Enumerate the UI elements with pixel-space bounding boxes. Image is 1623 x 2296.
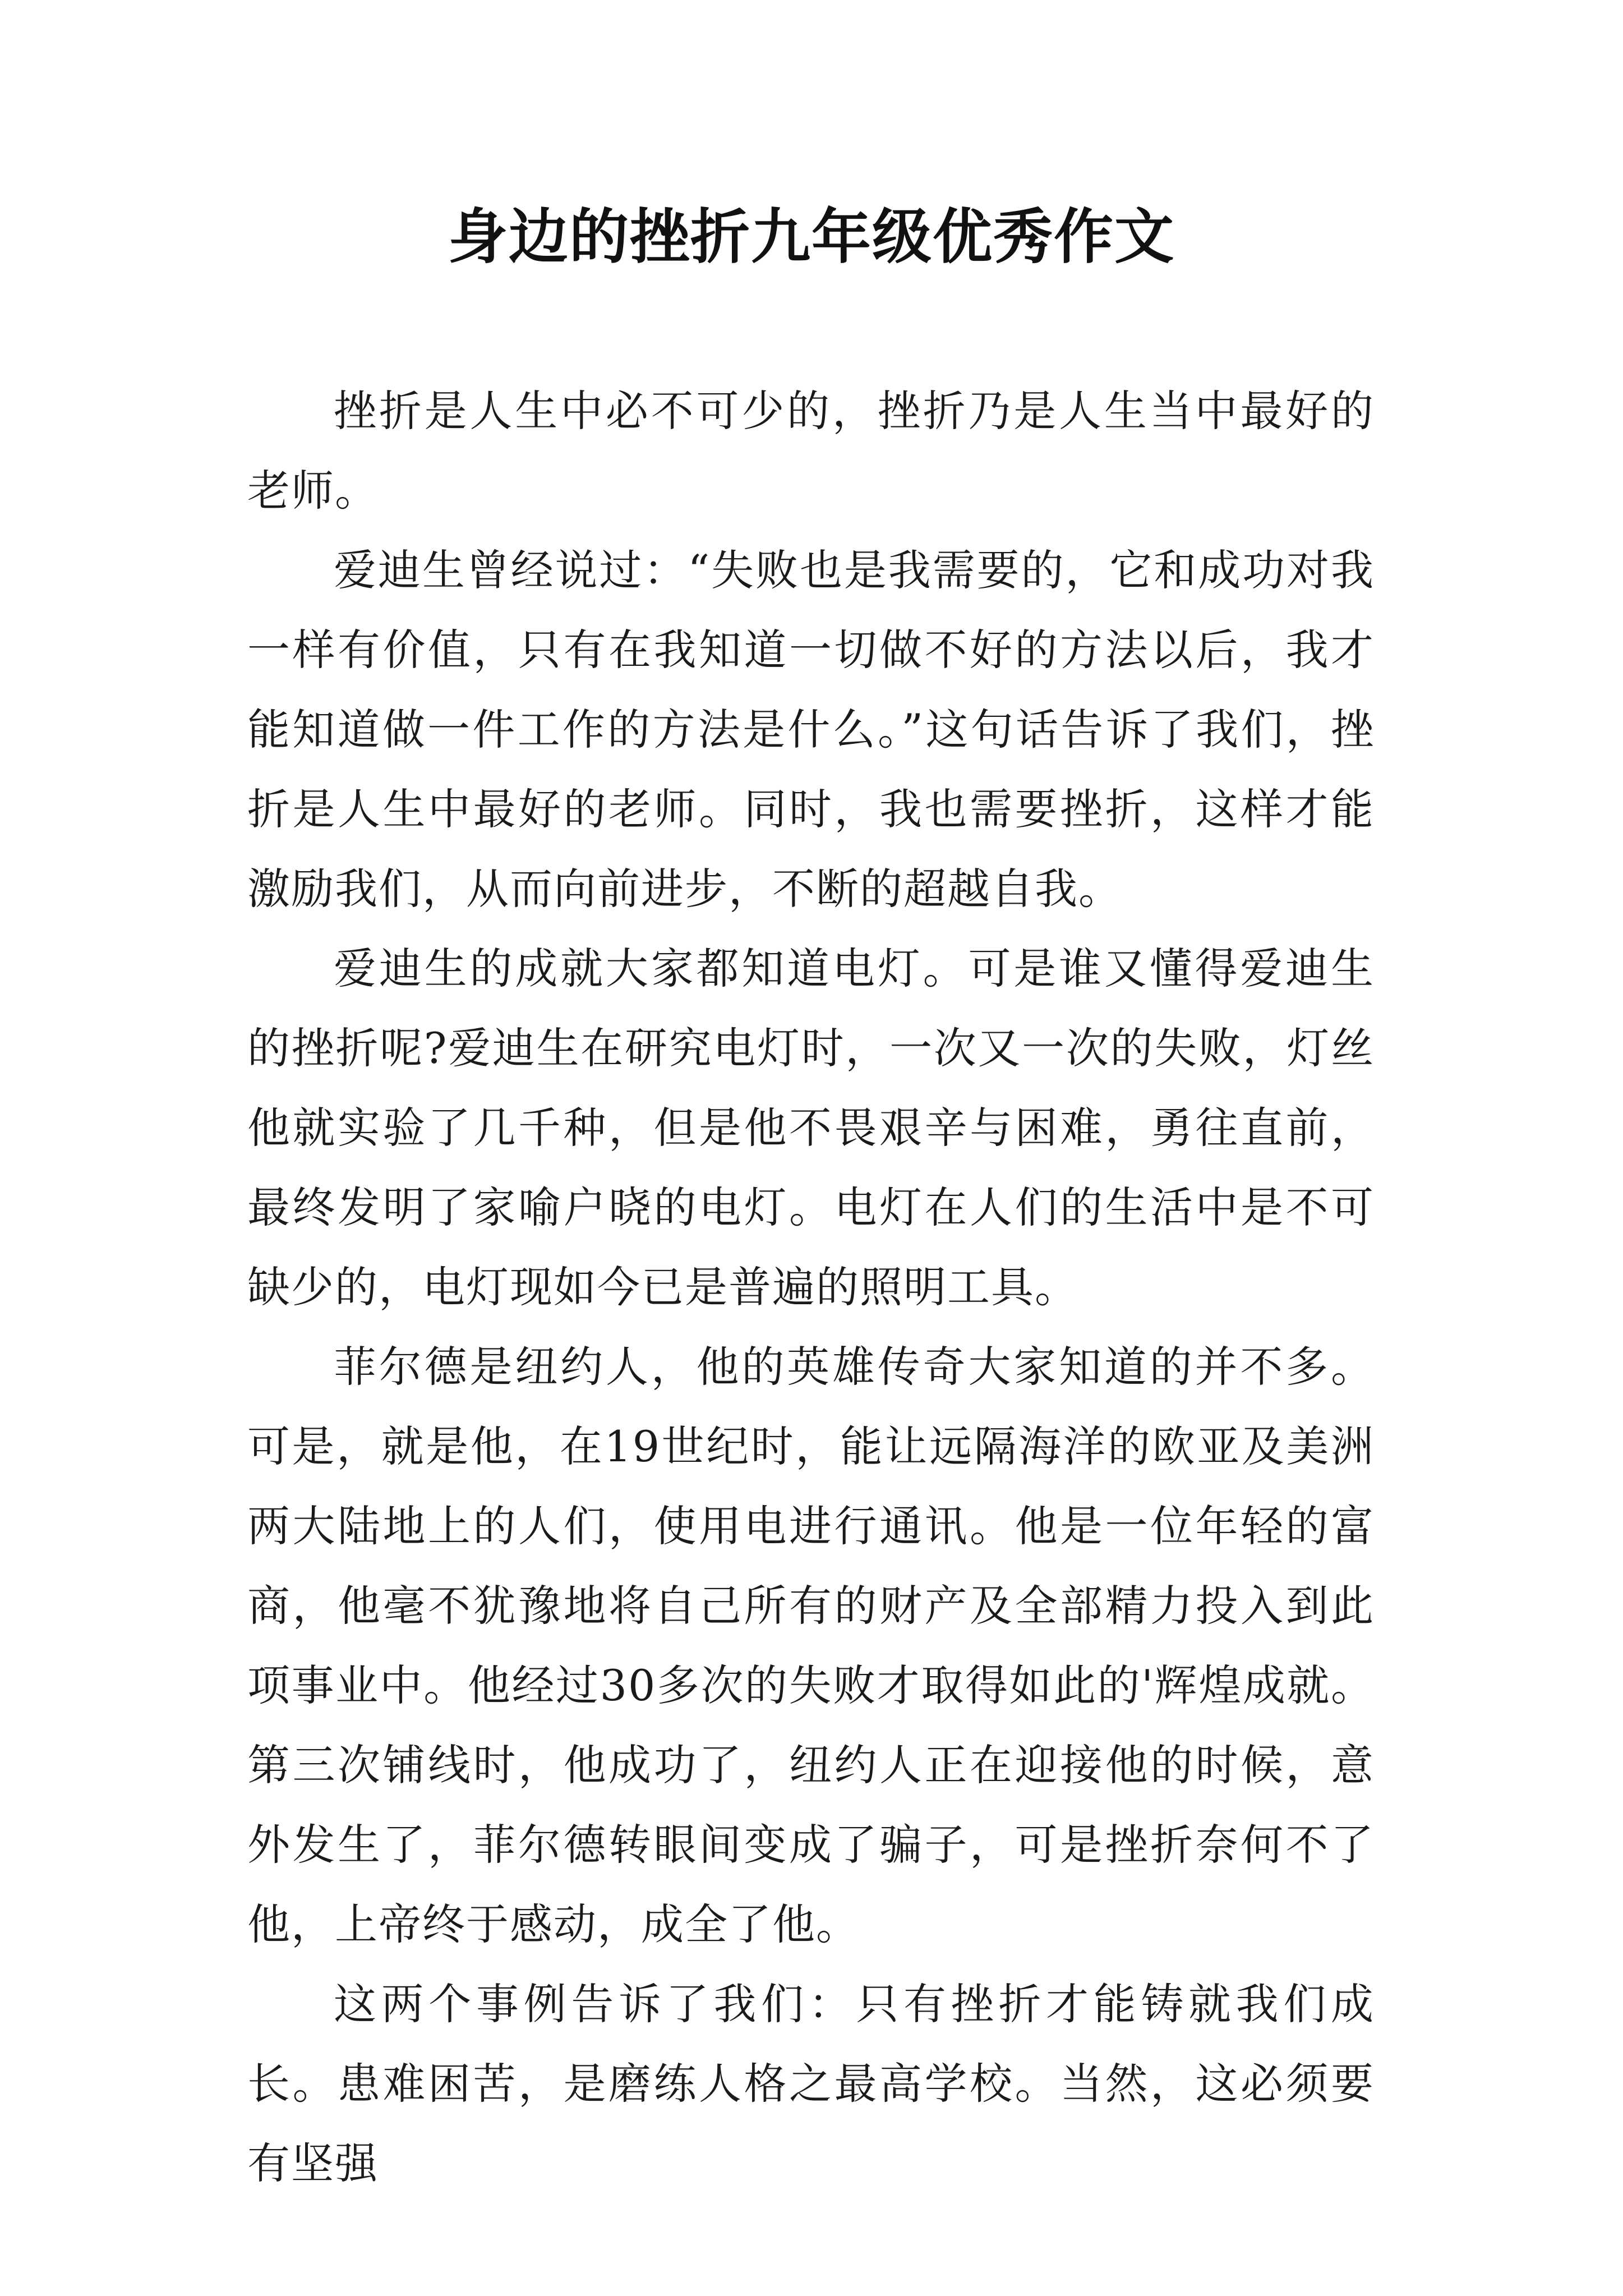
paragraph: 爱迪生的成就大家都知道电灯。可是谁又懂得爱迪生的挫折呢?爱迪生在研究电灯时，一次又一次的失败，灯丝他就实验了几千种，但是他不畏艰辛与困难，勇往直前，最终发明了家喻户晓的电灯。电灯在人们的生活中是不可缺少的，电灯现如今已是普遍的照明工具。 <box>247 944 1375 1312</box>
document-body <box>247 371 1375 2203</box>
paragraph: 爱迪生曾经说过：“失败也是我需要的，它和成功对我一样有价值，只有在我知道一切做不好的方法以后，我才能知道做一件工作的方法是什么。”这句话告诉了我们，挫折是人生中最好的老师。同时，我也需要挫折，这样才能激励我们，从而向前进步，不断的超越自我。 <box>247 545 1375 914</box>
paragraph: 这两个事例告诉了我们：只有挫折才能铸就我们成长。患难困苦，是磨练人格之最高学校。当然，这必须要有坚强 <box>247 1979 1375 2188</box>
document-title: 身边的挫折九年级优秀作文 <box>448 201 1175 272</box>
paragraph: 菲尔德是纽约人，他的英雄传奇大家知道的并不多。可是，就是他，在19世纪时，能让远隔海洋的欧亚及美洲两大陆地上的人们，使用电进行通讯。他是一位年轻的富商，他毫不犹豫地将自己所有的财产及全部精力投入到此项事业中。他经过30多次的失败才取得如此的'辉煌成就。第三次铺线时，他成功了，纽约人正在迎接他的时候，意外发生了，菲尔德转眼间变成了骗子，可是挫折奈何不了他，上帝终于感动，成全了他。 <box>247 1342 1375 1949</box>
paragraph: 挫折是人生中必不可少的，挫折乃是人生当中最好的老师。 <box>247 386 1375 516</box>
